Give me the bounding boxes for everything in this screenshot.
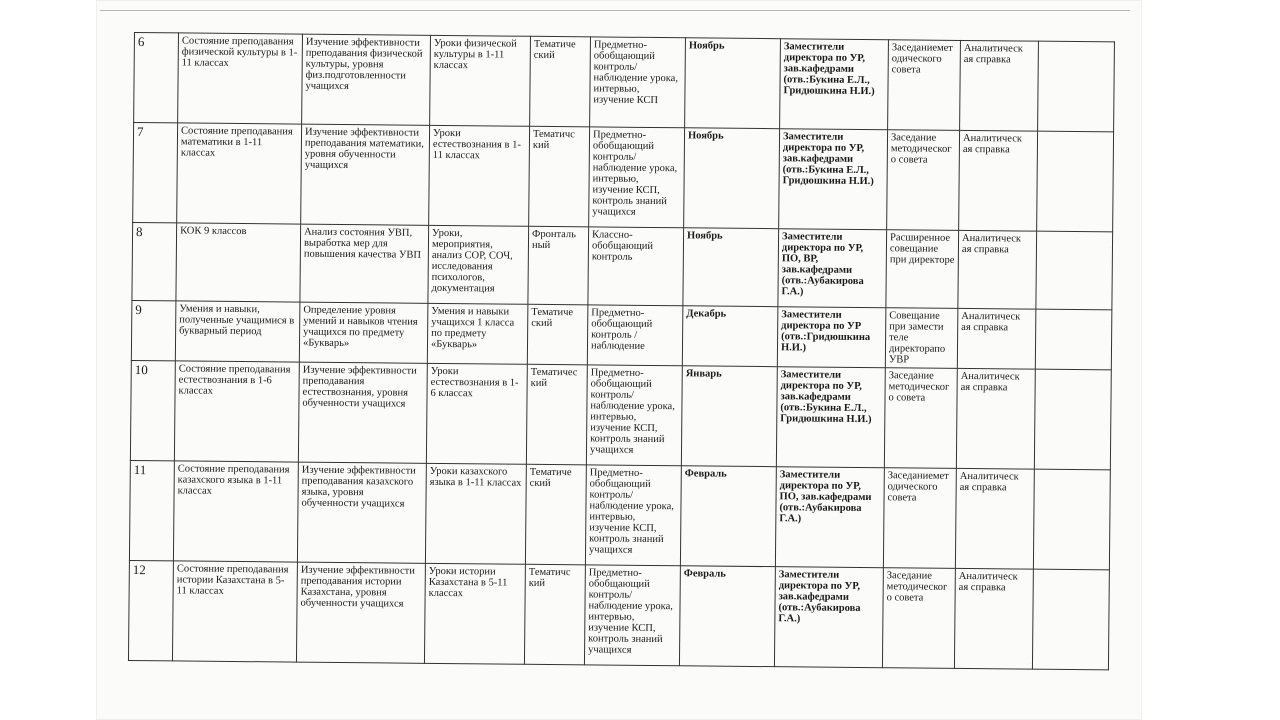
control-extra [1037, 131, 1114, 232]
control-kind: Тематичс кий [529, 126, 590, 227]
control-responsible: Заместители директора по УР, зав.кафедрами (отв.:Букина Е.Л., Гридюшкина Н.И.) [776, 367, 885, 468]
control-kind: Тематичс кий [524, 564, 585, 665]
table-row [130, 361, 1111, 470]
control-object: Уроки физической культуры в 1-11 классах [430, 35, 531, 126]
control-object: Умения и навыки учащихся 1 класса по предмету «Букварь» [427, 303, 528, 364]
control-extra [1038, 41, 1115, 132]
control-result: Аналитическ ая справка [958, 230, 1037, 309]
control-month: Ноябрь [683, 228, 779, 307]
scan-edge-line [100, 10, 1130, 11]
control-kind: Тематиче ский [525, 464, 586, 565]
control-plan-table [128, 32, 1115, 670]
table-row [134, 33, 1115, 132]
control-method: Предметно-обобщающий контроль/ наблюдение урока, интервью, изучение КСП, контроль знаний учащихся [585, 465, 681, 566]
table-row [132, 222, 1113, 309]
control-goal: Определение уровня умений и навыков чтения учащихся по предмету «Букварь» [299, 302, 428, 363]
control-review-place: Заседание методическог о совета [887, 130, 960, 231]
control-object: Уроки естествознания в 1-6 классах [426, 363, 527, 464]
control-subject: Умения и навыки, полученные учащимися в букварный период [175, 301, 300, 362]
control-extra [1036, 231, 1113, 310]
control-result: Аналитическ ая справка [959, 130, 1038, 231]
table-row [131, 300, 1112, 369]
table-row [129, 461, 1110, 570]
control-review-place: Заседание методическог о совета [884, 368, 957, 469]
control-subject: Состояние преподавания естествознания в 1-6 классах [174, 361, 299, 462]
control-object: Уроки казахского языка в 1-11 классах [425, 463, 526, 564]
control-subject: Состояние преподавания истории Казахстана в 5-11 классах [172, 561, 297, 662]
control-subject: Состояние преподавания математики в 1-11 классах [177, 123, 302, 224]
control-month: Ноябрь [684, 128, 780, 229]
control-method: Предметно-обобщающий контроль/ наблюдение урока, интервью, изучение КСП, контроль знаний учащихся [589, 127, 685, 228]
control-object: Уроки, мероприятия, анализ СОР, СОЧ, исследования психологов, документация [428, 225, 529, 304]
control-subject: Состояние преподавания физической культуры в 1-11 классах [178, 33, 303, 124]
control-goal: Анализ состояния УВП, выработка мер для повышения качества УВП [300, 224, 429, 303]
control-goal: Изучение эффективности преподавания математики, уровня обученности учащихся [301, 124, 430, 225]
control-object: Уроки истории Казахстана в 5-11 классах [424, 563, 525, 664]
control-extra [1033, 469, 1110, 570]
control-kind: Тематиче ский [530, 36, 591, 127]
control-month: Февраль [680, 466, 776, 567]
control-review-place: Расширенное совещание при директоре [886, 230, 959, 309]
control-subject: Состояние преподавания казахского языка в 1-11 классах [173, 461, 298, 562]
control-method: Предметно-обобщающий контроль/ наблюдение урока, интервью, изучение КСП, контроль знаний учащихся [584, 565, 680, 666]
control-kind: Тематичес кий [526, 364, 587, 465]
control-month: Январь [681, 366, 777, 467]
control-object: Уроки естествознания в 1-11 классах [429, 125, 530, 226]
control-method: Предметно-обобщающий контроль / наблюдение [587, 305, 683, 366]
control-goal: Изучение эффективности преподавания истории Казахстана, уровня обученности учащихся [296, 562, 425, 663]
control-responsible: Заместители директора по УР, зав.кафедрами (отв.:Букина Е.Л., Гридюшкина Н.И.) [780, 39, 889, 130]
control-responsible: Заместители директора по УР (отв.:Гридюшкина Н.И.) [777, 307, 886, 368]
control-responsible: Заместители директора по УР, зав.кафедрами (отв.:Букина Е.Л., Гридюшкина Н.И.) [779, 129, 888, 230]
control-goal: Изучение эффективности преподавания казахского языка, уровня обученности учащихся [297, 462, 426, 563]
control-extra [1032, 569, 1109, 670]
control-responsible: Заместители директора по УР, ПО, ВР, зав.кафедрами (отв.:Аубакирова Г.А.) [778, 229, 887, 308]
control-review-place: Заседаниемет одического совета [888, 40, 961, 131]
control-review-place: Совещание при замести теле директорапо УВР [885, 308, 958, 369]
control-result: Аналитическ ая справка [955, 468, 1034, 569]
row-number: 7 [133, 123, 178, 223]
control-month: Февраль [679, 566, 775, 667]
control-review-place: Заседание методическог о совета [882, 568, 955, 669]
control-result: Аналитическ ая справка [957, 308, 1036, 369]
control-result: Аналитическ ая справка [954, 568, 1033, 669]
table-row [133, 123, 1114, 232]
control-extra [1034, 369, 1111, 470]
row-number: 11 [129, 461, 174, 561]
row-number: 9 [131, 300, 176, 360]
table-row [128, 561, 1109, 670]
control-method: Предметно-обобщающий контроль/ наблюдение урока, интервью, изучение КСП [590, 37, 686, 128]
control-review-place: Заседаниемет одического совета [883, 468, 956, 569]
control-result: Аналитическ ая справка [960, 40, 1039, 131]
control-month: Ноябрь [685, 38, 781, 129]
control-goal: Изучение эффективности преподавания естествознания, уровня обученности учащихся [298, 362, 427, 463]
row-number: 10 [130, 361, 175, 461]
control-extra [1035, 309, 1112, 370]
row-number: 12 [128, 561, 173, 661]
control-responsible: Заместители директора по УР, ПО, зав.кафедрами (отв.:Аубакирова Г.А.) [775, 467, 884, 568]
row-number: 6 [134, 33, 179, 123]
control-method: Предметно-обобщающий контроль/ наблюдение урока, интервью, изучение КСП, контроль знаний учащихся [586, 365, 682, 466]
control-kind: Тематиче ский [527, 304, 588, 365]
control-goal: Изучение эффективности преподавания физической культуры, уровня физ.подготовленности учащихся [302, 34, 431, 125]
control-result: Аналитическ ая справка [956, 368, 1035, 469]
control-kind: Фронталь ный [528, 226, 589, 305]
control-subject: КОК 9 классов [176, 223, 301, 302]
row-number: 8 [132, 222, 177, 300]
control-month: Декабрь [682, 306, 778, 367]
control-method: Классно-обобщающий контроль [588, 227, 684, 306]
control-responsible: Заместители директора по УР, зав.кафедрами (отв.:Аубакирова Г.А.) [774, 567, 883, 668]
